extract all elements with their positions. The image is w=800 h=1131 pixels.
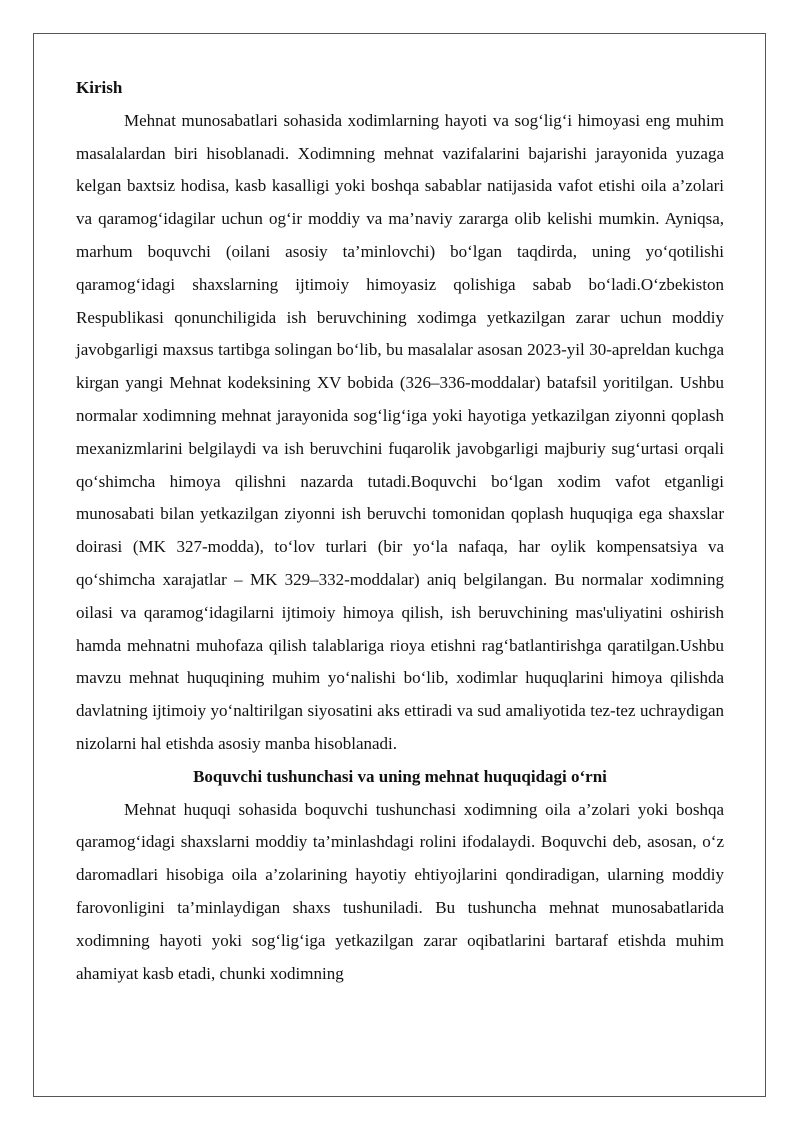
intro-heading: Kirish	[76, 78, 123, 97]
document-body	[76, 72, 724, 990]
intro-paragraph: Mehnat munosabatlari sohasida xodimlarning hayoti va sog‘lig‘i himoyasi eng muhim masalalardan biri hisoblanadi. Xodimning mehnat vazifalarini bajarishi jarayonida yuzaga kelgan baxtsiz hodisa, kasb kasalligi yoki boshqa sabablar natijasida vafot etishi oila a’zolari va qaramog‘idagilar uchun og‘ir moddiy va ma’naviy zararga olib kelishi mumkin. Ayniqsa, marhum boquvchi (oilani asosiy ta’minlovchi) bo‘lgan taqdirda, uning yo‘qotilishi qaramog‘idagi shaxslarning ijtimoiy himoyasiz qolishiga sabab bo‘ladi.O‘zbekiston Respublikasi qonunchiligida ish beruvchining xodimga yetkazilgan zarar uchun moddiy javobgarligi maxsus tartibga solingan bo‘lib, bu masalalar asosan 2023-yil 30-apreldan kuchga kirgan yangi Mehnat kodeksining XV bobida (326–336-moddalar) batafsil yoritilgan. Ushbu normalar xodimning mehnat jarayonida sog‘lig‘iga yoki hayotiga yetkazilgan ziyonni qoplash mexanizmlarini belgilaydi va ish beruvchini fuqarolik javobgarligi majburiy sug‘urtasi orqali qo‘shimcha himoya qilishni nazarda tutadi.Boquvchi bo‘lgan xodim vafot etganligi munosabati bilan yetkazilgan ziyonni ish beruvchi tomonidan qoplash huquqiga ega shaxslar doirasi (MK 327-modda), to‘lov turlari (bir yo‘la nafaqa, har oylik kompensatsiya va qo‘shimcha xarajatlar – MK 329–332-moddalar) aniq belgilangan. Bu normalar xodimning oilasi va qaramog‘idagilarni ijtimoiy himoya qilish, ish beruvchining mas'uliyatini oshirish hamda mehnatni muhofaza qilish talablariga rioya etishni rag‘batlantirishga qaratilgan.Ushbu mavzu mehnat huquqining muhim yo‘nalishi bo‘lib, xodimlar huquqlarini himoya qilishda davlatning ijtimoiy yo‘naltirilgan siyosatini aks ettiradi va sud amaliyotida tez-tez uchraydigan nizolarni hal etishda asosiy manba hisoblanadi.	[76, 110, 724, 753]
section-paragraph: Mehnat huquqi sohasida boquvchi tushunchasi xodimning oila a’zolari yoki boshqa qaramog‘idagi shaxslarni moddiy ta’minlashdagi rolini ifodalaydi. Boquvchi deb, asosan, o‘z daromadlari hisobiga oila a’zolarining hayotiy ehtiyojlarini qondiradigan, ularning moddiy farovonligini ta’minlaydigan shaxs tushuniladi. Bu tushuncha mehnat munosabatlarida xodimning hayoti yoki sog‘lig‘iga yetkazilgan zarar oqibatlarini bartaraf etishda muhim ahamiyat kasb etadi, chunki xodimning	[76, 799, 724, 983]
section-heading: Boquvchi tushunchasi va uning mehnat huquqidagi o‘rni	[193, 766, 607, 786]
